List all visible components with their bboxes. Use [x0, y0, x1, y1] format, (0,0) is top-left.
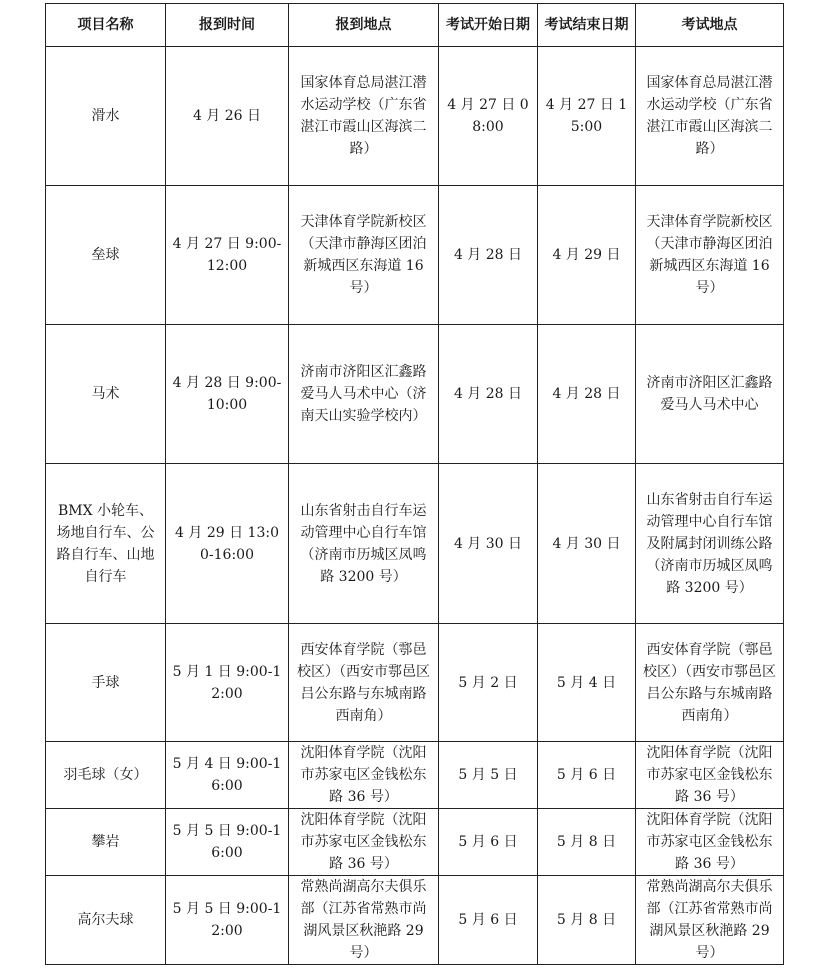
table-row [46, 186, 784, 325]
reg-place-cell: 济南市济阳区汇鑫路爱马人马术中心（济南天山实验学校内） [289, 325, 439, 464]
end-date-cell: 5 月 6 日 [538, 742, 636, 809]
table-row [46, 742, 784, 809]
event-cell: 马术 [46, 325, 166, 464]
exam-schedule-table [45, 3, 784, 965]
table-row [46, 809, 784, 876]
event-cell: 攀岩 [46, 809, 166, 876]
end-date-cell: 4 月 30 日 [538, 464, 636, 624]
start-date-cell: 4 月 28 日 [439, 325, 538, 464]
reg-place-cell: 国家体育总局湛江潜水运动学校（广东省湛江市霞山区海滨二路） [289, 47, 439, 186]
end-date-cell: 5 月 4 日 [538, 624, 636, 742]
reg-place-cell: 山东省射击自行车运动管理中心自行车馆（济南市历城区凤鸣路 3200 号） [289, 464, 439, 624]
reg-time-cell: 5 月 5 日 9:00-16:00 [166, 809, 289, 876]
end-date-cell: 4 月 29 日 [538, 186, 636, 325]
reg-time-cell: 4 月 28 日 9:00-10:00 [166, 325, 289, 464]
event-cell: 羽毛球（女） [46, 742, 166, 809]
event-cell: 滑水 [46, 47, 166, 186]
end-date-cell: 4 月 27 日 15:00 [538, 47, 636, 186]
end-date-cell: 5 月 8 日 [538, 876, 636, 965]
reg-place-cell: 常熟尚湖高尔夫俱乐部（江苏省常熟市尚湖风景区秋滟路 29 号） [289, 876, 439, 965]
reg-place-cell: 天津体育学院新校区（天津市静海区团泊新城西区东海道 16 号） [289, 186, 439, 325]
event-cell: 垒球 [46, 186, 166, 325]
start-date-cell: 4 月 28 日 [439, 186, 538, 325]
start-date-cell: 5 月 5 日 [439, 742, 538, 809]
exam-place-cell: 天津体育学院新校区（天津市静海区团泊新城西区东海道 16 号） [636, 186, 784, 325]
header-reg-time: 报到时间 [166, 4, 289, 47]
start-date-cell: 5 月 6 日 [439, 809, 538, 876]
reg-time-cell: 4 月 29 日 13:00-16:00 [166, 464, 289, 624]
reg-place-cell: 西安体育学院（鄠邑校区）（西安市鄠邑区吕公东路与东城南路西南角） [289, 624, 439, 742]
reg-time-cell: 4 月 26 日 [166, 47, 289, 186]
header-exam-place: 考试地点 [636, 4, 784, 47]
table-row [46, 325, 784, 464]
table-row [46, 464, 784, 624]
header-event: 项目名称 [46, 4, 166, 47]
exam-place-cell: 沈阳体育学院（沈阳市苏家屯区金钱松东路 36 号） [636, 742, 784, 809]
exam-place-cell: 西安体育学院（鄠邑校区）（西安市鄠邑区吕公东路与东城南路西南角） [636, 624, 784, 742]
end-date-cell: 5 月 8 日 [538, 809, 636, 876]
reg-time-cell: 5 月 1 日 9:00-12:00 [166, 624, 289, 742]
event-cell: BMX 小轮车、场地自行车、公路自行车、山地自行车 [46, 464, 166, 624]
reg-place-cell: 沈阳体育学院（沈阳市苏家屯区金钱松东路 36 号） [289, 742, 439, 809]
exam-place-cell: 济南市济阳区汇鑫路爱马人马术中心 [636, 325, 784, 464]
start-date-cell: 4 月 30 日 [439, 464, 538, 624]
reg-time-cell: 4 月 27 日 9:00-12:00 [166, 186, 289, 325]
table-row [46, 876, 784, 965]
start-date-cell: 5 月 2 日 [439, 624, 538, 742]
header-end-date: 考试结束日期 [538, 4, 636, 47]
header-start-date: 考试开始日期 [439, 4, 538, 47]
reg-time-cell: 5 月 5 日 9:00-12:00 [166, 876, 289, 965]
table-row [46, 47, 784, 186]
header-row [46, 4, 784, 47]
start-date-cell: 5 月 6 日 [439, 876, 538, 965]
header-reg-place: 报到地点 [289, 4, 439, 47]
table-row [46, 624, 784, 742]
exam-place-cell: 常熟尚湖高尔夫俱乐部（江苏省常熟市尚湖风景区秋滟路 29 号） [636, 876, 784, 965]
exam-place-cell: 国家体育总局湛江潜水运动学校（广东省湛江市霞山区海滨二路） [636, 47, 784, 186]
reg-place-cell: 沈阳体育学院（沈阳市苏家屯区金钱松东路 36 号） [289, 809, 439, 876]
end-date-cell: 4 月 28 日 [538, 325, 636, 464]
event-cell: 手球 [46, 624, 166, 742]
exam-place-cell: 山东省射击自行车运动管理中心自行车馆及附属封闭训练公路（济南市历城区凤鸣路 3200 号） [636, 464, 784, 624]
start-date-cell: 4 月 27 日 08:00 [439, 47, 538, 186]
exam-place-cell: 沈阳体育学院（沈阳市苏家屯区金钱松东路 36 号） [636, 809, 784, 876]
reg-time-cell: 5 月 4 日 9:00-16:00 [166, 742, 289, 809]
event-cell: 高尔夫球 [46, 876, 166, 965]
